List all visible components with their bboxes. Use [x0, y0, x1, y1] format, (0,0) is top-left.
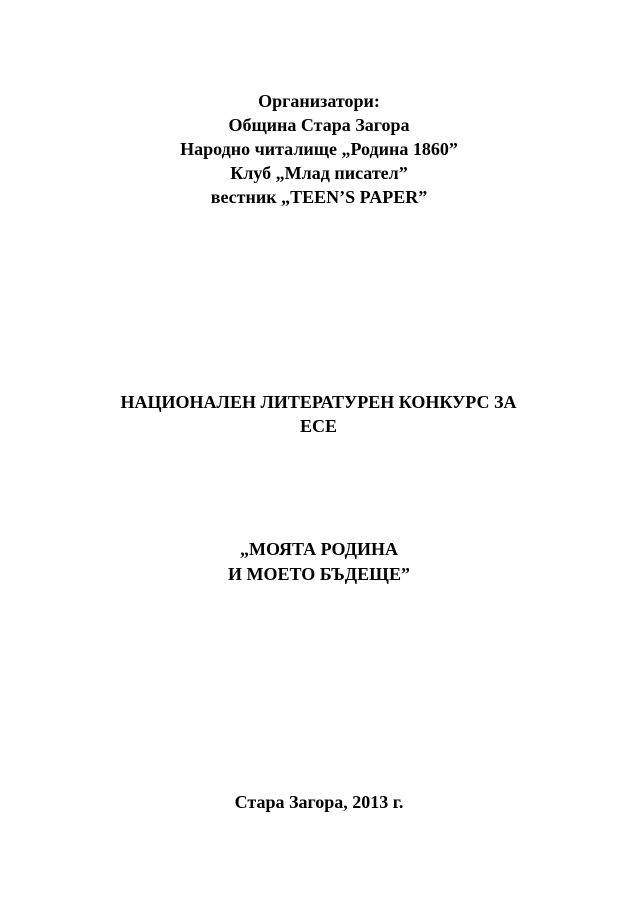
- contest-theme: [0, 537, 638, 587]
- organizer-writers-club: Клуб „Млад писател”: [230, 163, 408, 183]
- contest-title: [40, 390, 597, 438]
- organizer-community-center: Народно читалище „Родина 1860”: [180, 139, 458, 159]
- place-and-year: Стара Загора, 2013 г.: [234, 792, 404, 812]
- organizer-newspaper: вестник „TEEN’S PAPER”: [210, 187, 428, 207]
- organizer-municipality: Община Стара Загора: [228, 115, 410, 135]
- theme-line-2: И МОЕТО БЪДЕЩЕ”: [228, 564, 410, 584]
- theme-line-1: „МОЯТА РОДИНА: [239, 539, 399, 559]
- organizers-section: [0, 89, 638, 209]
- organizers-heading: Организатори:: [258, 91, 380, 111]
- contest-title-line-1: НАЦИОНАЛЕН ЛИТЕРАТУРЕН КОНКУРС ЗА: [120, 392, 517, 412]
- contest-title-line-2: ЕСЕ: [299, 416, 337, 436]
